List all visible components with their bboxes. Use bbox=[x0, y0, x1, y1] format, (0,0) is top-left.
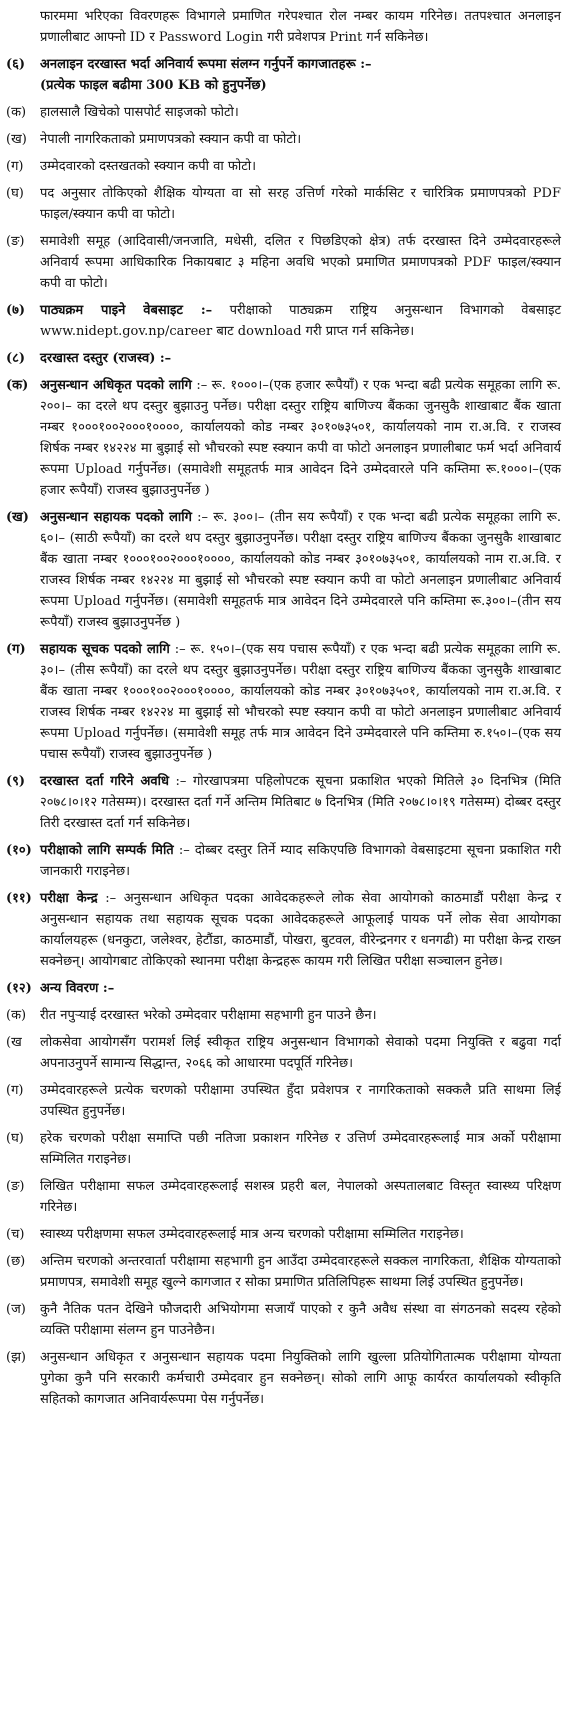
item-text: :– रू. १५०।–(एक सय पचास रूपैयाँ) र एक भन्दा बढी प्रत्येक समूहका लागि रू. ३०।– (तीस रूपैयाँ) का दरले थप दस्तुर बुझाउनुपर्नेछ। परीक्षा दस्तुर राष्ट्रिय बाणिज्य बैंकका जुनसुकै शाखाबाट बैंक खाता नम्बर १०००१००२०००१००००, कार्यालयको कोड नम्बर ३०१०७३५०१, कार्यालयको नाम रा.अ.वि. र राजस्व शिर्षक नम्बर १४२२४ मा बुझाई सो भौचरको स्पष्ट स्क्यान कपी वा फोटो अनलाइन प्रणालीबाट अनिवार्य रूपमा Upload गर्नुपर्नेछ। (समावेशी समूह तर्फ मात्र आवेदन दिने उम्मेदवारले पनि कम्तिमा रु.१५०।–(एक सय पचास रूपैयाँ) राजस्व बुझाउनुपर्नेछ ) bbox=[40, 642, 561, 762]
intro-paragraph: फारममा भरिएका विवरणहरू विभागले प्रमाणित गरेपश्चात रोल नम्बर कायम गरिनेछ। ततपश्चात अनलाइन प्रणालीबाट आफ्नो ID र Password Login गरी प्रवेशपत्र Print गर्न सकिनेछ। bbox=[40, 9, 561, 45]
file-size-note: (प्रत्येक फाइल बढीमा 300 KB को हुनुपर्नेछ) bbox=[40, 78, 267, 93]
section-12 bbox=[6, 978, 561, 999]
item-text: रीत नपुर्‍याई दरखास्त भरेको उम्मेदवार परीक्षामा सहभागी हुन पाउने छैन। bbox=[40, 1008, 377, 1023]
section-number: (१२) bbox=[6, 981, 32, 996]
section-number: (११) bbox=[6, 891, 32, 906]
item-text: अन्तिम चरणको अन्तरवार्ता परीक्षामा सहभागी हुन आउँदा उम्मेदवारहरूले सक्कल नागरिकता, शैक्षिक योग्यताको प्रमाणपत्र, समावेशी समूह खुल्ने कागजात र सोका प्रमाणित प्रतिलिपिहरू साथमा लिई उपस्थित हुनुपर्नेछ। bbox=[40, 1254, 561, 1290]
list-item bbox=[6, 231, 561, 294]
item-number: (घ) bbox=[6, 1131, 24, 1146]
item-number: (क) bbox=[6, 105, 27, 120]
item-number: (ग) bbox=[6, 159, 24, 174]
item-text: उम्मेदवारको दस्तखतको स्क्यान कपी वा फोटो। bbox=[40, 159, 257, 174]
item-lead: अनुसन्धान सहायक पदको लागि bbox=[40, 510, 192, 525]
item-text: उम्मेदवारहरूले प्रत्येक चरणको परीक्षामा उपस्थित हुँदा प्रवेशपत्र र नागरिकताको सक्कलै प्रति साथमा लिई उपस्थित हुनुपर्नेछ। bbox=[40, 1083, 561, 1119]
list-item bbox=[6, 1032, 561, 1074]
section-title: परीक्षा केन्द्र bbox=[40, 891, 98, 906]
list-item bbox=[6, 1080, 561, 1122]
list-item bbox=[6, 1299, 561, 1341]
section-6 bbox=[6, 54, 561, 96]
item-number: (झ) bbox=[6, 1350, 26, 1365]
section-7 bbox=[6, 300, 561, 342]
section-title: अनलाइन दरखास्त भर्दा अनिवार्य रूपमा संलग्न गर्नुपर्ने कागजातहरू :– bbox=[40, 57, 372, 72]
fee-item bbox=[6, 639, 561, 765]
list-item bbox=[6, 183, 561, 225]
section-title: परीक्षाको लागि सम्पर्क मिति bbox=[40, 843, 174, 858]
list-item bbox=[6, 129, 561, 150]
list-item bbox=[6, 1224, 561, 1245]
item-number: (ङ) bbox=[6, 1179, 25, 1194]
list-item bbox=[6, 1128, 561, 1170]
section-text: :– अनुसन्धान अधिकृत पदका आवेदकहरूले लोक सेवा आयोगको काठमाडौं परीक्षा केन्द्र र अनुसन्धान सहायक तथा सहायक सूचक पदका आवेदकहरूले आफूलाई पायक पर्ने लोक सेवा आयोगका कार्यालयहरू (धनकुटा, जलेश्वर, हेटौंडा, काठमाडौं, पोखरा, बुटवल, वीरेन्द्रनगर र धनगढी) मा परीक्षा केन्द्र राख्न सक्नेछन्। आयोगबाट तोकिएको स्थानमा परीक्षा केन्द्रहरू कायम गरी लिखित परीक्षा सञ्चालन हुनेछ। bbox=[40, 891, 562, 969]
section-8 bbox=[6, 348, 561, 369]
item-number: (ङ) bbox=[6, 234, 25, 249]
list-item bbox=[6, 1005, 561, 1026]
list-item bbox=[6, 102, 561, 123]
section-title: पाठ्यक्रम पाइने वेबसाइट :– bbox=[40, 303, 213, 318]
item-text: हालसालै खिचेको पासपोर्ट साइजको फोटो। bbox=[40, 105, 239, 120]
item-number: (च) bbox=[6, 1227, 25, 1242]
item-text: स्वास्थ्य परीक्षणमा सफल उम्मेदवारहरूलाई मात्र अन्य चरणको परीक्षामा सम्मिलित गराइनेछ। bbox=[40, 1227, 464, 1242]
item-text: लिखित परीक्षामा सफल उम्मेदवारहरूलाई सशस्त्र प्रहरी बल, नेपालको अस्पतालबाट विस्तृत स्वास्थ्य परिक्षण गरिनेछ। bbox=[40, 1179, 561, 1215]
section-9 bbox=[6, 771, 561, 834]
item-text: हरेक चरणको परीक्षा समाप्ति पछी नतिजा प्रकाशन गरिनेछ र उत्तिर्ण उम्मेदवारहरूलाई मात्र अर्को परीक्षामा सम्मिलित गराइनेछ। bbox=[40, 1131, 561, 1167]
item-text: पद अनुसार तोकिएको शैक्षिक योग्यता वा सो सरह उत्तिर्ण गरेको मार्कसिट र चारित्रिक प्रमाणपत्रको PDF फाइल/स्क्यान कपी वा फोटो। bbox=[40, 186, 561, 222]
item-text: समावेशी समूह (आदिवासी/जनजाति, मधेसी, दलित र पिछडिएको क्षेत्र) तर्फ दरखास्त दिने उम्मेदवारहरूले अनिवार्य रूपमा आधिकारिक निकायबाट ३ महिना अवधि भएको प्रमाणित प्रमाणपत्रको PDF फाइल/स्क्यान कपी वा फोटो। bbox=[40, 234, 561, 291]
item-text: अनुसन्धान अधिकृत र अनुसन्धान सहायक पदमा नियुक्तिको लागि खुल्ला प्रतियोगितात्मक परीक्षामा योग्यता पुगेका कुनै पनि सरकारी कर्मचारी उम्मेदवार हुन सक्नेछन्। सोको लागि आफू कार्यरत कार्यालयको स्वीकृति सहितको कागजात अनिवार्यरूपमा पेस गर्नुपर्नेछ। bbox=[40, 1350, 561, 1407]
item-number: (ग) bbox=[6, 1083, 24, 1098]
section-text: परीक्षाको पाठ्यक्रम राष्ट्रिय अनुसन्धान विभागको वेबसाइट www.nidept.gov.np/career बाट download गरी प्राप्त गर्न सकिनेछ। bbox=[40, 303, 562, 339]
item-text: :– रू. ३००।– (तीन सय रूपैयाँ) र एक भन्दा बढी प्रत्येक समूहका लागि रू. ६०।– (साठी रूपैयाँ) का दरले थप दस्तुर बुझाउनुपर्नेछ। परीक्षा दस्तुर राष्ट्रिय बाणिज्य बैंकका जुनसुकै शाखाबाट बैंक खाता नम्बर १०००१००२०००१००००, कार्यालयको कोड नम्बर ३०१०७३५०१, कार्यालयको नाम रा.अ.वि. र राजस्व शिर्षक नम्बर १४२२४ मा बुझाई सो भौचरको स्पष्ट स्क्यान कपी वा फोटो अनलाइन प्रणालीबाट अनिवार्य रूपमा Upload गर्नुपर्नेछ। (समावेशी समूहतर्फ मात्र आवेदन दिने उम्मेदवारले पनि कम्तिमा रू.३००।–(तीन सय रूपैयाँ) राजस्व बुझाउनुपर्नेछ ) bbox=[40, 510, 562, 630]
section-text: :– गोरखापत्रमा पहिलोपटक सूचना प्रकाशित भएको मितिले ३० दिनभित्र (मिति २०७८।०।१२ गतेसम्म)। दरखास्त दर्ता गर्ने अन्तिम मितिबाट ७ दिनभित्र (मिति २०७८।०।१९ गतेसम्म) दोब्बर दस्तुर तिरी दरखास्त दर्ता गर्न सकिनेछ। bbox=[40, 774, 562, 831]
item-number: (छ) bbox=[6, 1254, 26, 1269]
item-number: (ख) bbox=[6, 510, 29, 525]
item-number: (ख) bbox=[6, 132, 27, 147]
item-number: (क) bbox=[6, 378, 29, 393]
item-number: (ग) bbox=[6, 642, 26, 657]
list-item bbox=[6, 1251, 561, 1293]
item-number: (ख bbox=[6, 1035, 22, 1050]
section-title: दरखास्त दस्तुर (राजस्व) :– bbox=[40, 351, 172, 366]
section-number: (९) bbox=[6, 774, 26, 789]
item-text: नेपाली नागरिकताको प्रमाणपत्रको स्क्यान कपी वा फोटो। bbox=[40, 132, 302, 147]
item-lead: अनुसन्धान अधिकृत पदको लागि bbox=[40, 378, 192, 393]
item-number: (ज) bbox=[6, 1302, 26, 1317]
section-number: (८) bbox=[6, 351, 26, 366]
fee-item bbox=[6, 375, 561, 501]
fee-item bbox=[6, 507, 561, 633]
item-lead: सहायक सूचक पदको लागि bbox=[40, 642, 170, 657]
section-10 bbox=[6, 840, 561, 882]
section-11 bbox=[6, 888, 561, 972]
item-text: :– रू. १०००।–(एक हजार रूपैयाँ) र एक भन्दा बढी प्रत्येक समूहका लागि रू. २००।– का दरले थप दस्तुर बुझाउनु पर्नेछ। परीक्षा दस्तुर राष्ट्रिय बाणिज्य बैंकका जुनसुकै शाखाबाट बैंक खाता नम्बर १०००१००२०००१००००, कार्यालयको कोड नम्बर ३०१०७३५०१, कार्यालयको नाम रा.अ.वि. र राजस्व शिर्षक नम्बर १४२२४ मा बुझाई सो भौचरको स्पष्ट स्क्यान कपी वा फोटो अनलाइन प्रणालीबाट फर्म भर्दा अनिवार्य रूपमा Upload गर्नुपर्नेछ। (समावेशी समूहतर्फ मात्र आवेदन दिने उम्मेदवारले पनि कम्तिमा रू.१०००।–(एक हजार रूपैयाँ) राजस्व बुझाउनुपर्नेछ ) bbox=[40, 378, 562, 498]
section-number: (७) bbox=[6, 303, 26, 318]
section-number: (१०) bbox=[6, 843, 32, 858]
item-number: (घ) bbox=[6, 186, 24, 201]
section-title: अन्य विवरण :– bbox=[40, 981, 115, 996]
item-text: लोकसेवा आयोगसँग परामर्श लिई स्वीकृत राष्ट्रिय अनुसन्धान विभागको सेवाको पदमा नियुक्ति र बढुवा गर्दा अपनाउनुपर्ने सामान्य सिद्धान्त, २०६६ को आधारमा पदपूर्ति गरिनेछ। bbox=[40, 1035, 561, 1071]
list-item bbox=[6, 156, 561, 177]
section-text: :– दोब्बर दस्तुर तिर्ने म्याद सकिएपछि विभागको वेबसाइटमा सूचना प्रकाशित गरी जानकारी गराइनेछ। bbox=[40, 843, 561, 879]
section-number: (६) bbox=[6, 57, 26, 72]
item-text: कुनै नैतिक पतन देखिने फौजदारी अभियोगमा सजायँ पाएको र कुनै अवैध संस्था वा संगठनको सदस्य रहेको व्यक्ति परीक्षामा संलग्न हुन पाउनेछैन। bbox=[40, 1302, 561, 1338]
list-item bbox=[6, 1176, 561, 1218]
item-number: (क) bbox=[6, 1008, 27, 1023]
list-item bbox=[6, 1347, 561, 1410]
section-title: दरखास्त दर्ता गरिने अवधि bbox=[40, 774, 169, 789]
